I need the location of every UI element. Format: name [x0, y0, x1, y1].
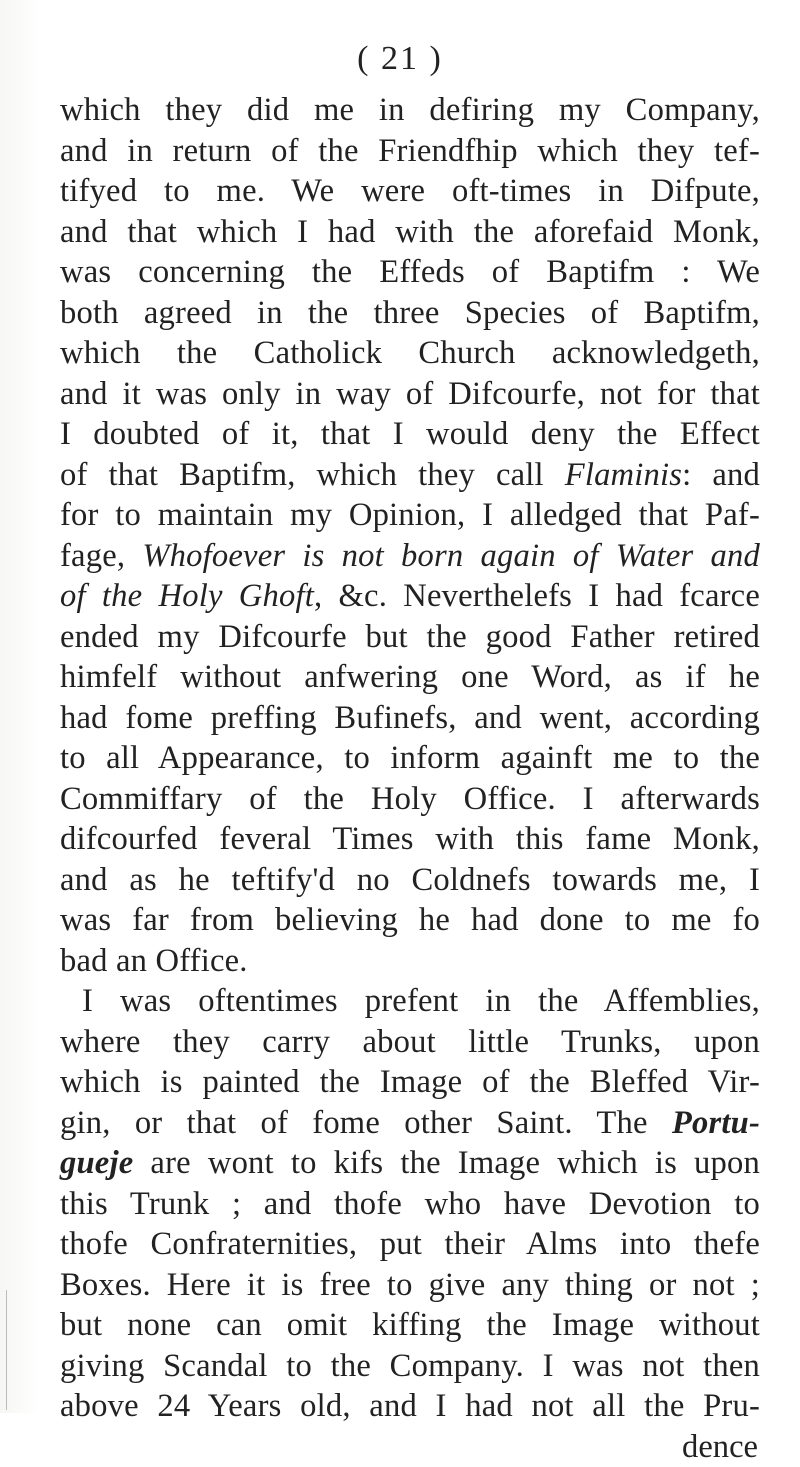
- text-line: which they did me in defiring my Company,: [60, 90, 760, 131]
- text-line: which the Catholick Church acknowledgeth,: [60, 333, 760, 374]
- italic-term: Flaminis: [565, 457, 682, 493]
- text-line: of the Holy Ghoft, &c. Neverthelefs I had fcarce: [60, 576, 760, 617]
- italic-term: gueje: [60, 1145, 133, 1181]
- text-line: was concerning the Effeds of Baptifm : We: [60, 252, 760, 293]
- page-number: ( 21 ): [0, 40, 800, 78]
- body-text: [60, 90, 760, 1467]
- text-line: of that Baptifm, which they call Flaminis: and: [60, 455, 760, 496]
- text-line: bad an Office.: [60, 941, 760, 982]
- text-line: and in return of the Friendfhip which they tef-: [60, 131, 760, 172]
- text-line: tifyed to me. We were oft-times in Difpute,: [60, 171, 760, 212]
- text-line: giving Scandal to the Company. I was not then: [60, 1346, 760, 1387]
- page-gutter-edge: [6, 1290, 7, 1410]
- text-line: and it was only in way of Difcourfe, not for that: [60, 374, 760, 415]
- text-line: himfelf without anfwering one Word, as if he: [60, 657, 760, 698]
- text-line: ended my Difcourfe but the good Father retired: [60, 617, 760, 658]
- text-line: had fome preffing Bufinefs, and went, according: [60, 698, 760, 739]
- catchword: dence: [60, 1427, 760, 1467]
- italic-term: Portu-: [672, 1105, 760, 1141]
- text-line: Boxes. Here it is free to give any thing or not ;: [60, 1265, 760, 1306]
- text-line: where they carry about little Trunks, upon: [60, 1022, 760, 1063]
- text-line: and as he teftify'd no Coldnefs towards me, I: [60, 860, 760, 901]
- italic-quote: of the Holy Ghoft: [60, 578, 314, 614]
- text-line: I was oftentimes prefent in the Affemblies,: [60, 981, 760, 1022]
- text-line: which is painted the Image of the Bleffed Vir-: [60, 1062, 760, 1103]
- italic-quote: Whofoever is not born again of Water and: [142, 538, 760, 574]
- text-line: thofe Confraternities, put their Alms into thefe: [60, 1224, 760, 1265]
- text-line: above 24 Years old, and I had not all the Pru-: [60, 1386, 760, 1427]
- text-line: but none can omit kiffing the Image without: [60, 1305, 760, 1346]
- text-line: to all Appearance, to inform againft me to the: [60, 738, 760, 779]
- text-line: difcourfed feveral Times with this fame Monk,: [60, 819, 760, 860]
- text-line: both agreed in the three Species of Baptifm,: [60, 293, 760, 334]
- text-line: was far from believing he had done to me fo: [60, 900, 760, 941]
- text-line: fage, Whofoever is not born again of Water and: [60, 536, 760, 577]
- text-line: I doubted of it, that I would deny the Effect: [60, 414, 760, 455]
- text-line: and that which I had with the aforefaid Monk,: [60, 212, 760, 253]
- text-line: gin, or that of fome other Saint. The Portu-: [60, 1103, 760, 1144]
- text-line: Commiffary of the Holy Office. I afterwards: [60, 779, 760, 820]
- text-line: for to maintain my Opinion, I alledged that Paf-: [60, 495, 760, 536]
- text-line: gueje are wont to kifs the Image which is upon: [60, 1143, 760, 1184]
- text-line: this Trunk ; and thofe who have Devotion to: [60, 1184, 760, 1225]
